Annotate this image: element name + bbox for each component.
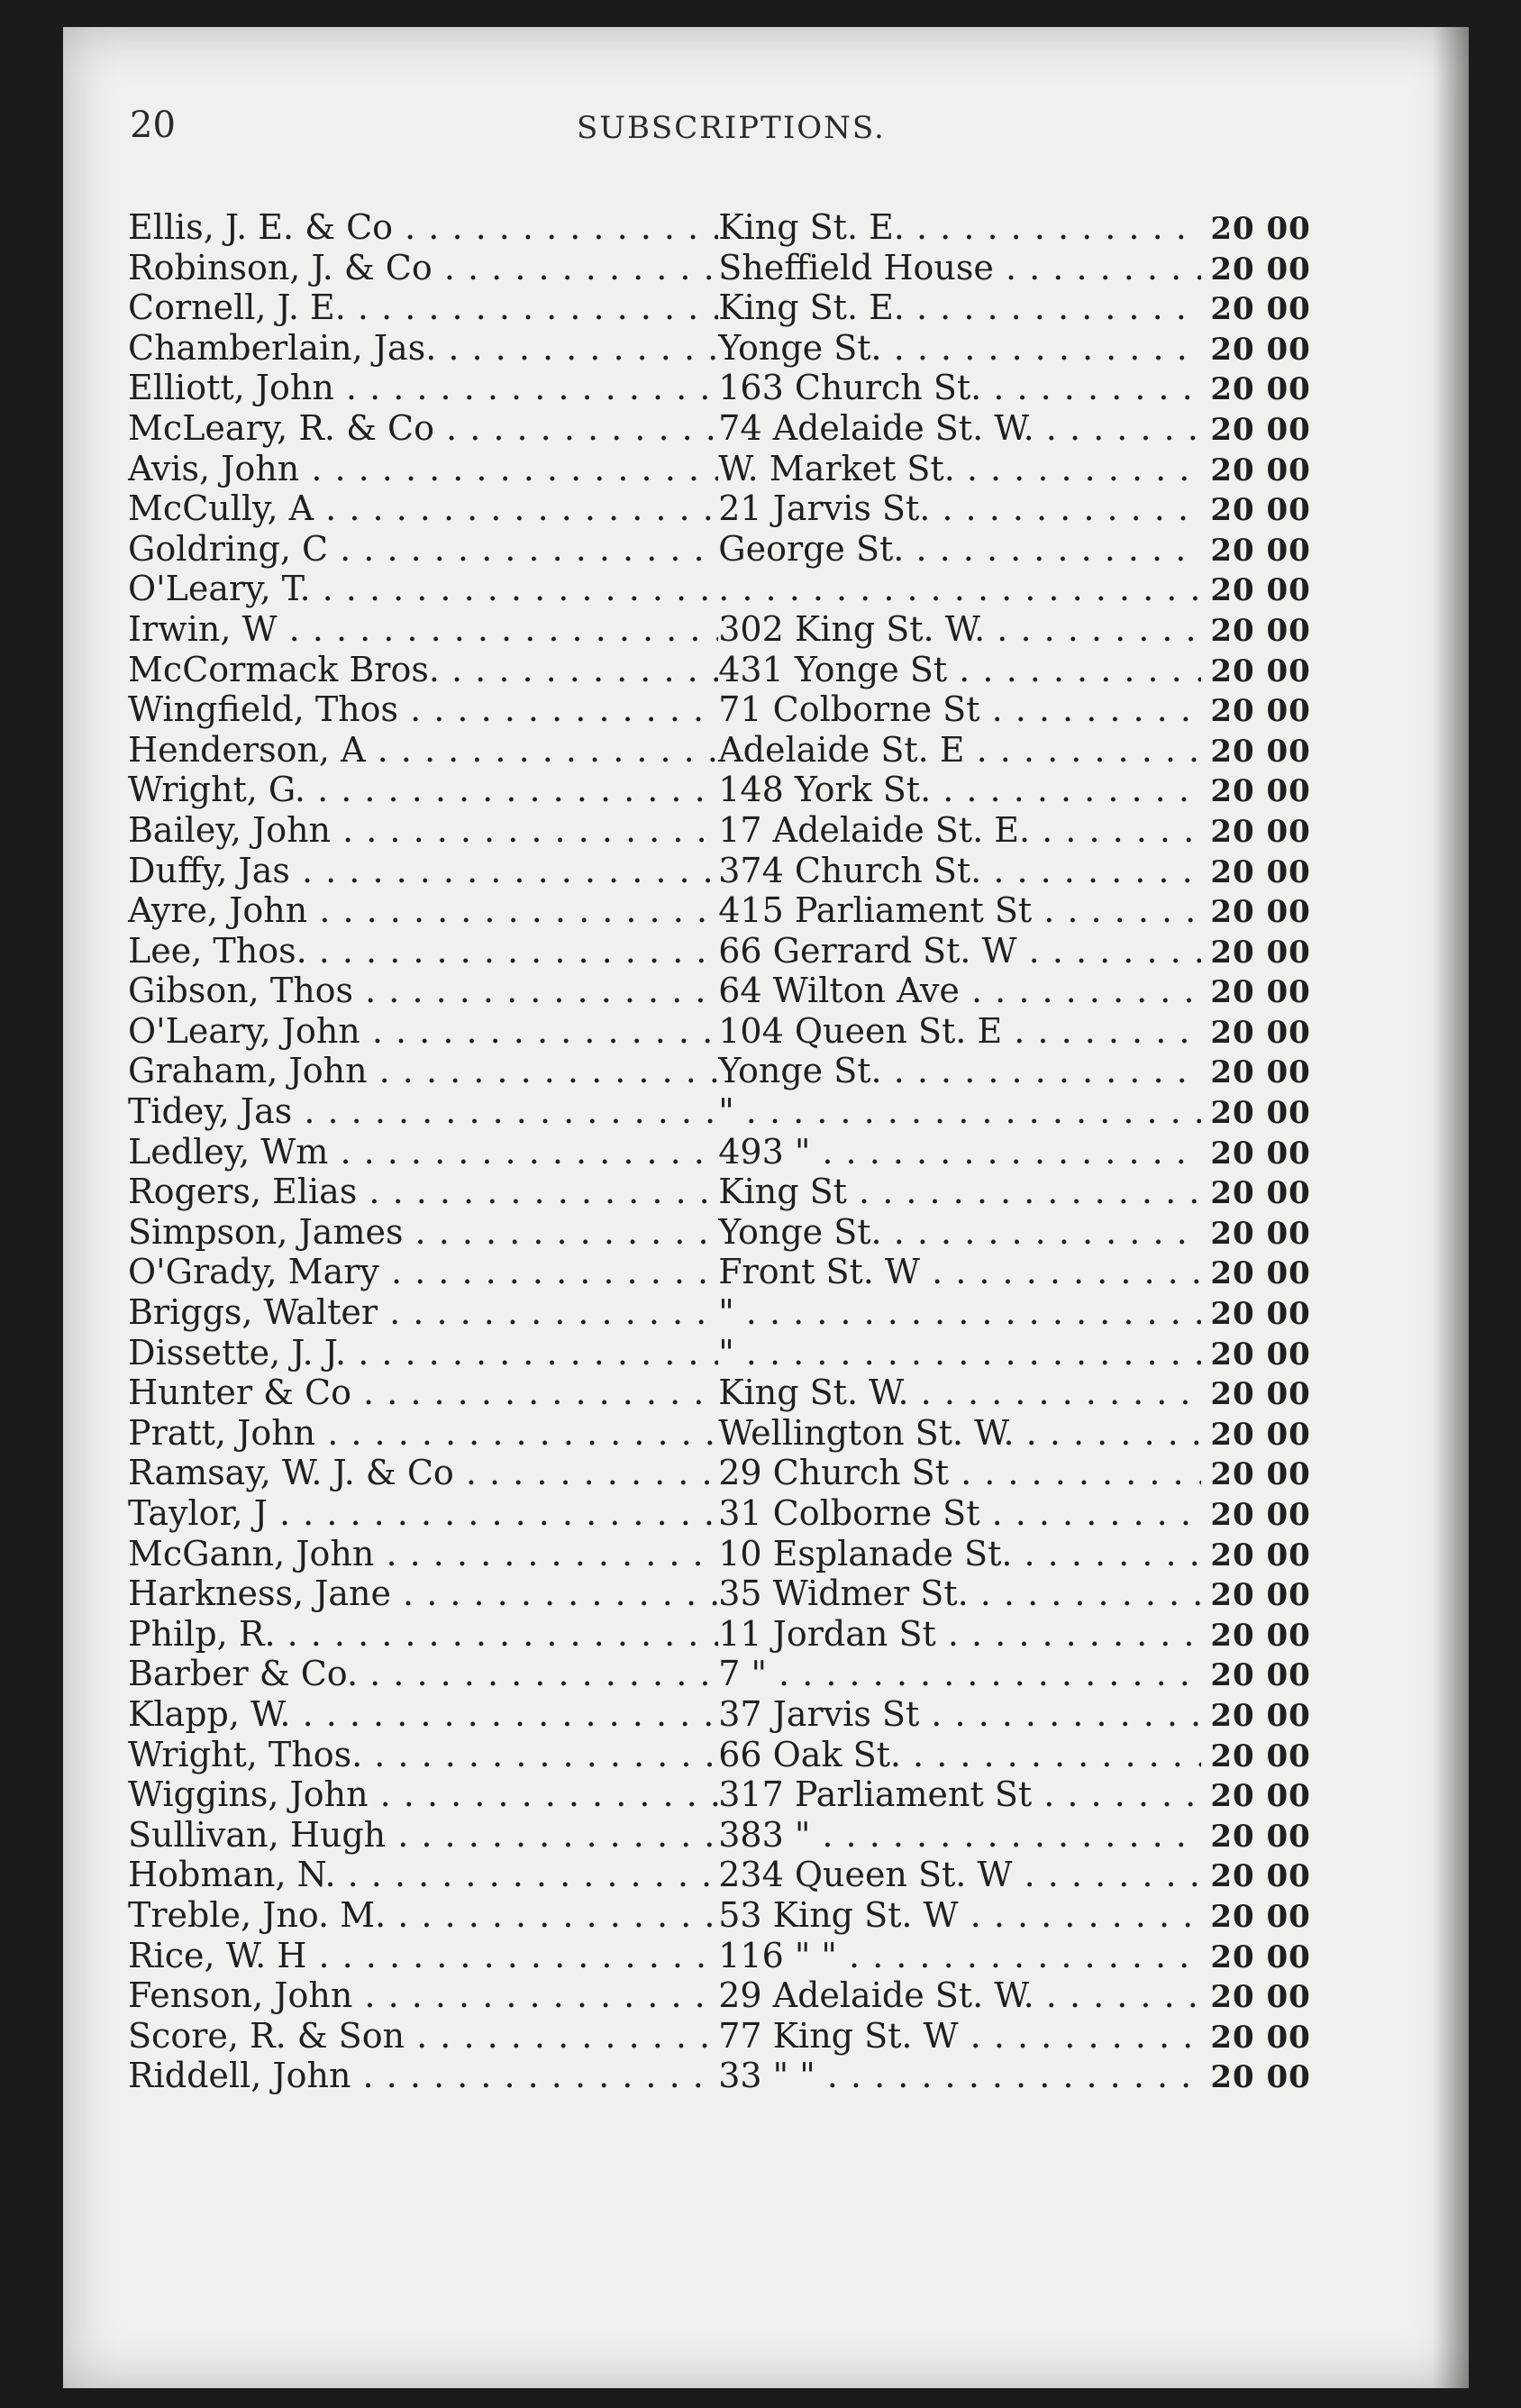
subscription-row [128, 1453, 1371, 1493]
subscription-row [128, 287, 1371, 328]
subscriber-address: " . . . [718, 1333, 1201, 1373]
page-title: SUBSCRIPTIONS. [577, 110, 886, 146]
subscription-amount: 20 00 [1210, 1778, 1311, 1815]
subscription-amount: 20 00 [1210, 1537, 1311, 1573]
subscriber-address: 11 Jordan St . . . [718, 1614, 1201, 1655]
subscription-row [128, 1333, 1371, 1373]
subscriber-name: Ledley, Wm . . . [128, 1132, 718, 1172]
subscriber-address: 37 Jarvis St . . . [718, 1694, 1201, 1735]
subscriber-name: Ellis, J. E. & Co . . . [128, 207, 718, 248]
subscription-amount: 20 00 [1210, 1296, 1311, 1333]
subscription-row [128, 207, 1371, 248]
subscription-amount: 20 00 [1210, 251, 1311, 287]
subscriber-name: Harkness, Jane . . . [128, 1573, 718, 1614]
subscriber-address: 374 Church St. . . . [718, 851, 1201, 891]
subscriber-name: Chamberlain, Jas. . . . [128, 328, 718, 369]
subscription-row [128, 1774, 1371, 1815]
subscriber-address: 7 " . . . [718, 1654, 1201, 1694]
subscription-amount: 20 00 [1210, 1215, 1311, 1252]
subscriber-address: 66 Oak St. . . . [718, 1735, 1201, 1775]
subscriber-address: 31 Colborne St . . . [718, 1493, 1201, 1534]
subscriber-address: 77 King St. W . . . [718, 2016, 1201, 2057]
subscription-row [128, 1132, 1371, 1172]
subscriber-address: King St. W. . . . [718, 1373, 1201, 1413]
subscriber-name: Lee, Thos. . . . [128, 931, 718, 971]
subscription-row [128, 1172, 1371, 1212]
subscription-row [128, 2016, 1371, 2057]
subscription-row [128, 1413, 1371, 1454]
subscription-row [128, 529, 1371, 570]
subscription-row [128, 1051, 1371, 1091]
subscriber-name: Wiggins, John . . . [128, 1774, 718, 1815]
subscription-amount: 20 00 [1210, 1497, 1311, 1533]
subscriber-name: Briggs, Walter . . . [128, 1292, 718, 1333]
subscription-row [128, 851, 1371, 891]
subscriber-name: Klapp, W. . . . [128, 1694, 718, 1735]
subscription-row [128, 1975, 1371, 2016]
subscriber-name: Robinson, J. & Co . . . [128, 248, 718, 288]
subscription-amount: 20 00 [1210, 1175, 1311, 1212]
subscription-row [128, 1011, 1371, 1052]
subscription-row [128, 689, 1371, 730]
subscriber-name: Graham, John . . . [128, 1051, 718, 1091]
subscriber-address: 29 Adelaide St. W. . . . [718, 1975, 1201, 2016]
subscription-amount: 20 00 [1210, 572, 1311, 609]
subscriber-address: Wellington St. W. . . . [718, 1413, 1201, 1454]
subscriber-name: Treble, Jno. M. . . . [128, 1895, 718, 1936]
subscription-row [128, 971, 1371, 1011]
page-number: 20 [130, 105, 176, 146]
subscriber-address: Adelaide St. E . . . [718, 730, 1201, 771]
subscriber-name: Wright, G. . . . [128, 770, 718, 810]
subscription-amount: 20 00 [1210, 693, 1311, 730]
subscription-amount: 20 00 [1210, 1456, 1311, 1493]
subscriber-address: 148 York St. . . . [718, 770, 1201, 810]
subscription-row [128, 1573, 1371, 1614]
subscriber-name: Hobman, N. . . . [128, 1855, 718, 1895]
subscriber-address: 10 Esplanade St. . . . [718, 1534, 1201, 1574]
subscription-list [128, 207, 1371, 2096]
subscriber-address: King St. E. . . . [718, 207, 1201, 248]
subscription-amount: 20 00 [1210, 1014, 1311, 1051]
subscription-amount: 20 00 [1210, 853, 1311, 890]
subscriber-name: Barber & Co. . . . [128, 1654, 718, 1694]
subscriber-address: King St . . . [718, 1172, 1201, 1212]
subscription-amount: 20 00 [1210, 1135, 1311, 1172]
subscription-amount: 20 00 [1210, 974, 1311, 1011]
subscription-amount: 20 00 [1210, 1617, 1311, 1654]
subscription-row [128, 2056, 1371, 2096]
subscription-row [128, 1815, 1371, 1856]
subscription-amount: 20 00 [1210, 1697, 1311, 1734]
subscription-row [128, 1373, 1371, 1413]
subscriber-name: Riddell, John . . . [128, 2056, 718, 2096]
subscriber-address: King St. E. . . . [718, 287, 1201, 328]
subscription-amount: 20 00 [1210, 2019, 1311, 2056]
subscriber-name: Sullivan, Hugh . . . [128, 1815, 718, 1856]
subscription-amount: 20 00 [1210, 652, 1311, 689]
subscription-row [128, 1493, 1371, 1534]
subscriber-address: Yonge St. . . . [718, 1051, 1201, 1091]
subscriber-address: 66 Gerrard St. W . . . [718, 931, 1201, 971]
subscription-row [128, 1534, 1371, 1574]
subscription-amount: 20 00 [1210, 1738, 1311, 1774]
subscription-row [128, 609, 1371, 650]
subscriber-name: Goldring, C . . . [128, 529, 718, 570]
subscriber-name: Ayre, John . . . [128, 890, 718, 931]
subscriber-address: 35 Widmer St. . . . [718, 1573, 1201, 1614]
subscription-amount: 20 00 [1210, 1577, 1311, 1614]
subscription-row [128, 408, 1371, 449]
subscription-amount: 20 00 [1210, 773, 1311, 810]
subscription-row [128, 569, 1371, 609]
subscription-row [128, 1895, 1371, 1936]
subscription-amount: 20 00 [1210, 2059, 1311, 2096]
subscriber-address: 29 Church St . . . [718, 1453, 1201, 1493]
subscription-amount: 20 00 [1210, 331, 1311, 368]
subscriber-name: McLeary, R. & Co . . . [128, 408, 718, 449]
subscription-row [128, 449, 1371, 489]
subscription-row [128, 931, 1371, 971]
subscription-amount: 20 00 [1210, 1416, 1311, 1453]
subscription-row [128, 488, 1371, 529]
subscriber-address: 64 Wilton Ave . . . [718, 971, 1201, 1011]
subscription-row [128, 890, 1371, 931]
subscription-row [128, 1292, 1371, 1333]
subscriber-name: Wingfield, Thos . . . [128, 689, 718, 730]
subscriber-address [718, 569, 1201, 609]
subscriber-name: Wright, Thos. . . . [128, 1735, 718, 1775]
subscription-row [128, 1735, 1371, 1775]
subscription-row [128, 1654, 1371, 1694]
subscription-amount: 20 00 [1210, 934, 1311, 971]
subscription-row [128, 1936, 1371, 1976]
subscriber-address: 17 Adelaide St. E. . . . [718, 810, 1201, 851]
subscriber-address: 21 Jarvis St. . . . [718, 488, 1201, 529]
subscription-row [128, 1252, 1371, 1292]
subscriber-address: 116 " " . . . [718, 1936, 1201, 1976]
subscriber-address: Sheffield House . . . [718, 248, 1201, 288]
subscriber-address: 53 King St. W . . . [718, 1895, 1201, 1936]
subscription-amount: 20 00 [1210, 1376, 1311, 1413]
subscription-amount: 20 00 [1210, 371, 1311, 408]
subscriber-name: Taylor, J . . . [128, 1493, 718, 1534]
subscriber-name: Gibson, Thos . . . [128, 971, 718, 1011]
subscriber-address: 33 " " . . . [718, 2056, 1201, 2096]
subscriber-address: 234 Queen St. W . . . [718, 1855, 1201, 1895]
subscription-amount: 20 00 [1210, 1818, 1311, 1855]
subscriber-name: Avis, John . . . [128, 449, 718, 489]
subscriber-address: 104 Queen St. E . . . [718, 1011, 1201, 1052]
subscription-amount: 20 00 [1210, 532, 1311, 569]
subscription-row [128, 1212, 1371, 1253]
subscription-row [128, 328, 1371, 369]
subscriber-name: Ramsay, W. J. & Co . . . [128, 1453, 718, 1493]
subscription-amount: 20 00 [1210, 894, 1311, 931]
subscription-amount: 20 00 [1210, 1054, 1311, 1091]
subscriber-address: Yonge St. . . . [718, 328, 1201, 369]
subscriber-name: O'Leary, T. . . . [128, 569, 718, 609]
subscriber-address: Front St. W . . . [718, 1252, 1201, 1292]
subscription-row [128, 650, 1371, 690]
subscriber-address: 71 Colborne St . . . [718, 689, 1201, 730]
subscription-row [128, 1855, 1371, 1895]
subscription-row [128, 810, 1371, 851]
subscriber-address: 302 King St. W. . . . [718, 609, 1201, 650]
subscriber-name: Elliott, John . . . [128, 368, 718, 408]
subscriber-address: 317 Parliament St . . . [718, 1774, 1201, 1815]
subscriber-name: Score, R. & Son . . . [128, 2016, 718, 2057]
subscription-amount: 20 00 [1210, 1898, 1311, 1935]
subscription-row [128, 1614, 1371, 1655]
subscription-row [128, 1694, 1371, 1735]
subscriber-address: 163 Church St. . . . [718, 368, 1201, 408]
subscriber-name: O'Leary, John . . . [128, 1011, 718, 1052]
subscriber-name: McCully, A . . . [128, 488, 718, 529]
subscription-amount: 20 00 [1210, 813, 1311, 850]
subscriber-address: 415 Parliament St . . . [718, 890, 1201, 931]
subscriber-name: Rogers, Elias . . . [128, 1172, 718, 1212]
subscription-amount: 20 00 [1210, 211, 1311, 247]
subscriber-name: Cornell, J. E. . . . [128, 287, 718, 328]
subscriber-address: 493 " . . . [718, 1132, 1201, 1172]
subscriber-address: 74 Adelaide St. W. . . . [718, 408, 1201, 449]
subscription-row [128, 730, 1371, 771]
subscriber-name: McCormack Bros. . . . [128, 650, 718, 690]
subscriber-address: 383 " . . . [718, 1815, 1201, 1856]
subscriber-name: Henderson, A . . . [128, 730, 718, 771]
subscription-amount: 20 00 [1210, 411, 1311, 448]
subscriber-address: " . . . [718, 1091, 1201, 1132]
subscriber-name: Irwin, W . . . [128, 609, 718, 650]
subscriber-name: Fenson, John . . . [128, 1975, 718, 2016]
subscription-amount: 20 00 [1210, 1858, 1311, 1895]
subscriber-name: Bailey, John . . . [128, 810, 718, 851]
subscription-amount: 20 00 [1210, 1336, 1311, 1373]
subscription-amount: 20 00 [1210, 1095, 1311, 1132]
subscriber-address: Yonge St. . . . [718, 1212, 1201, 1253]
subscription-row [128, 248, 1371, 288]
subscription-amount: 20 00 [1210, 1657, 1311, 1694]
subscription-amount: 20 00 [1210, 1938, 1311, 1975]
subscription-amount: 20 00 [1210, 492, 1311, 529]
subscriber-name: McGann, John . . . [128, 1534, 718, 1574]
subscription-amount: 20 00 [1210, 291, 1311, 328]
subscriber-name: Hunter & Co . . . [128, 1373, 718, 1413]
subscription-row [128, 368, 1371, 408]
subscription-amount: 20 00 [1210, 733, 1311, 770]
subscription-amount: 20 00 [1210, 1979, 1311, 2016]
subscription-amount: 20 00 [1210, 452, 1311, 488]
subscriber-address: W. Market St. . . . [718, 449, 1201, 489]
subscriber-name: Rice, W. H . . . [128, 1936, 718, 1976]
subscriber-name: Philp, R. . . . [128, 1614, 718, 1655]
subscription-row [128, 770, 1371, 810]
subscriber-name: Pratt, John . . . [128, 1413, 718, 1454]
subscriber-name: Dissette, J. J. . . . [128, 1333, 718, 1373]
document-page [63, 27, 1469, 2388]
subscription-amount: 20 00 [1210, 612, 1311, 649]
subscription-amount: 20 00 [1210, 1255, 1311, 1292]
subscriber-name: Duffy, Jas . . . [128, 851, 718, 891]
subscriber-name: Tidey, Jas . . . [128, 1091, 718, 1132]
subscriber-name: O'Grady, Mary . . . [128, 1252, 718, 1292]
subscriber-name: Simpson, James . . . [128, 1212, 718, 1253]
subscriber-address: " . . . [718, 1292, 1201, 1333]
subscriber-address: 431 Yonge St . . . [718, 650, 1201, 690]
subscriber-address: George St. . . . [718, 529, 1201, 570]
subscription-row [128, 1091, 1371, 1132]
